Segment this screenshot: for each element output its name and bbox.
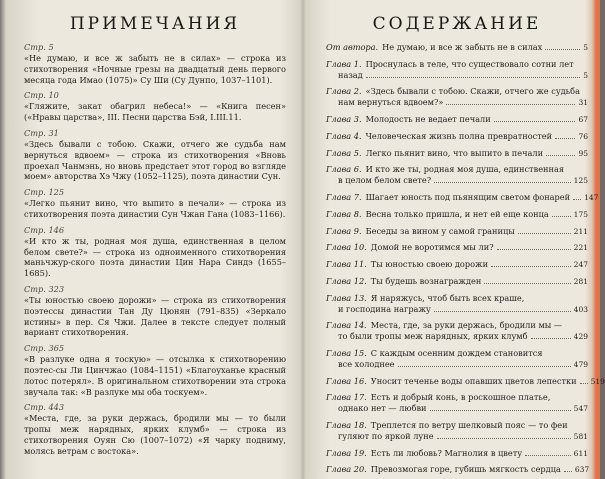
chapter-title: Легко пьянит вино, что выпито в печали — [365, 147, 544, 158]
page-number: 479 — [573, 359, 588, 369]
contents-title: СОДЕРЖАНИЕ — [372, 14, 542, 34]
chapter-title: Молодость не ведает печали — [365, 113, 491, 124]
toc-first-line — [326, 209, 588, 221]
toc-entry — [326, 164, 588, 187]
chapter-label: Глава 15. — [326, 347, 367, 358]
toc-first-line — [326, 148, 588, 160]
chapter-title: Превозмогая горе, губишь мягкость сердца — [370, 464, 561, 475]
page-number: 95 — [578, 148, 588, 158]
note-reference: Стр. 146 — [24, 224, 65, 235]
chapter-title: И кто же ты, родная моя душа, единственная — [365, 164, 565, 175]
note-item — [24, 128, 286, 182]
chapter-label: Глава 18. — [326, 419, 367, 430]
chapter-label: Глава 3. — [326, 113, 362, 124]
page-number: 76 — [578, 131, 588, 141]
toc-entry — [326, 276, 588, 288]
chapter-title: Весна только пришла, и нет ей еще конца — [365, 208, 549, 219]
chapter-label: Глава 2. — [326, 86, 362, 97]
chapter-title: Ты будешь вознагражден — [370, 275, 482, 286]
page-number: 67 — [578, 114, 588, 124]
note-reference: Стр. 125 — [24, 187, 65, 198]
toc-entry — [326, 392, 588, 415]
toc-list — [326, 42, 605, 476]
leader-dots — [494, 121, 576, 122]
chapter-label: Глава 16. — [326, 375, 367, 386]
toc-entry — [326, 42, 588, 54]
notes-list — [24, 42, 286, 457]
note-text: «Ты юностью своею дорожи» — строка из стихотворения поэтессы династии Тан Ду Цюнян (791–835) «Зеркало истины» в пер. Ся Чжи. Далее в тексте следует полный вариант стихотворения. — [24, 294, 286, 338]
toc-first-line — [326, 259, 588, 271]
note-reference: Стр. 365 — [24, 343, 65, 354]
leader-dots — [434, 311, 571, 312]
page-number: 5 — [583, 70, 588, 80]
chapter-label: Глава 5. — [326, 147, 362, 158]
chapter-label: Глава 4. — [326, 130, 362, 141]
toc-first-line — [326, 191, 599, 204]
toc-first-line — [326, 42, 588, 54]
toc-second-line — [326, 403, 588, 415]
toc-first-line — [326, 392, 588, 403]
note-item — [24, 284, 286, 338]
page-number: 211 — [573, 226, 588, 236]
toc-second-line — [326, 359, 588, 371]
page-number: 125 — [573, 176, 588, 186]
toc-first-line — [326, 114, 588, 126]
note-text: «Гляжите, закат обагрил небеса!» — «Книга песен» («Нравы царства», III. Песни царства Бэй, I.III.11. — [24, 101, 286, 123]
leader-dots — [497, 249, 571, 250]
note-item — [24, 42, 286, 85]
chapter-label: Глава 12. — [326, 275, 367, 286]
chapter-title: Есть ли любовь? Магнолия в цвету — [370, 447, 523, 458]
contents-page — [326, 0, 605, 479]
chapter-title: Есть и добрый конь, в роскошное платье, — [370, 392, 551, 403]
note-reference: Стр. 5 — [24, 42, 54, 52]
chapter-title: Уносит теченье воды опавших цветов лепестки — [370, 375, 577, 386]
toc-entry — [326, 114, 588, 126]
note-item — [24, 343, 286, 397]
chapter-title: Шагает юность под пьянящим светом фонарей — [365, 191, 571, 202]
chapter-title: Домой не воротимся мы ли? — [370, 242, 494, 253]
chapter-label: Глава 6. — [326, 164, 362, 175]
chapter-title: Треплется по ветру шелковый пояс — то феи — [370, 419, 568, 430]
toc-entry — [326, 259, 588, 271]
leader-dots — [564, 471, 572, 472]
leader-dots — [434, 182, 571, 183]
page-number: 581 — [573, 431, 588, 441]
leader-dots — [366, 77, 580, 78]
page-number: 637 — [574, 465, 590, 475]
chapter-title: «Здесь бывали с тобою. Скажи, отчего же судьба — [365, 86, 580, 97]
leader-dots — [531, 338, 571, 339]
page-number: 611 — [573, 448, 588, 458]
toc-entry — [326, 191, 599, 204]
chapter-label: Глава 1. — [326, 58, 362, 69]
leader-dots — [437, 438, 571, 439]
toc-first-line — [326, 448, 588, 460]
chapter-label: Глава 17. — [326, 392, 367, 403]
note-text: «Легко пьянит вино, что выпито в печали» — строка из стихотворения поэта династии Сун Чжан Гана (1083–1166). — [24, 198, 286, 219]
toc-first-line — [326, 86, 588, 97]
note-item — [24, 187, 286, 220]
toc-entry — [326, 448, 588, 460]
toc-first-line — [326, 293, 588, 304]
chapter-label: Глава 9. — [326, 225, 362, 236]
chapter-title-continued: назад — [338, 69, 363, 80]
chapter-title-continued: нам вернуться вдвоем?» — [338, 97, 444, 108]
leader-dots — [546, 155, 575, 156]
notes-title: ПРИМЕЧАНИЯ — [69, 14, 241, 34]
note-item — [24, 90, 286, 123]
page-number: 403 — [573, 304, 588, 314]
chapter-label: Глава 11. — [326, 259, 367, 270]
toc-second-line — [326, 431, 588, 443]
chapter-title-continued: гуляют по яркой луне — [338, 430, 434, 441]
page-number: 147 — [584, 192, 599, 202]
page-number: 281 — [573, 276, 588, 286]
toc-entry — [326, 148, 588, 160]
chapter-title-continued: то были тропы меж нарядных, ярких клумб — [338, 331, 528, 342]
chapter-label: Глава 13. — [326, 292, 367, 303]
leader-dots — [430, 410, 571, 411]
toc-entry — [326, 375, 605, 388]
leader-dots — [552, 216, 571, 217]
page-number: 547 — [573, 404, 588, 414]
toc-second-line — [326, 97, 588, 109]
toc-first-line — [326, 348, 588, 359]
toc-second-line — [326, 331, 588, 343]
chapter-title: Проснулась в теле, что существовало сотни лет — [365, 58, 574, 69]
chapter-label: Глава 14. — [326, 320, 367, 331]
chapter-title: Не думаю, и все ж забыть не в силах — [382, 42, 543, 52]
chapter-title: Я наряжусь, чтоб быть всех краше, — [370, 292, 525, 303]
note-text: «Здесь бывали с тобою. Скажи, отчего же судьба нам вернуться вдвоем» — строка из стихотворения «Вновь проехал Чанмэнь, но вновь предстает этот город во взгляде моем» авторства Хэ Чжу (1052–1125), поэта династии Сун. — [24, 138, 286, 182]
leader-dots — [446, 104, 575, 105]
toc-second-line — [326, 70, 588, 82]
leader-dots — [518, 233, 571, 234]
chapter-title: Ты юностью своею дорожи — [370, 259, 489, 270]
page-number: 429 — [573, 332, 588, 342]
page-number: 247 — [573, 260, 588, 270]
toc-second-line — [326, 304, 588, 316]
leader-dots — [555, 138, 575, 139]
toc-entry — [326, 226, 588, 238]
toc-first-line — [326, 464, 588, 476]
leader-dots — [545, 49, 580, 50]
note-reference: Стр. 323 — [24, 283, 65, 294]
chapter-title: Беседы за вином у самой границы — [365, 225, 515, 236]
chapter-title-continued: и господина награжу — [338, 303, 431, 314]
page-number: 31 — [578, 98, 588, 108]
toc-first-line — [326, 320, 588, 331]
chapter-label: Глава 10. — [326, 242, 367, 253]
toc-entry — [326, 242, 588, 254]
note-item — [24, 402, 286, 456]
note-item — [24, 225, 286, 279]
note-reference: Стр. 31 — [24, 127, 59, 138]
page-number: 175 — [573, 209, 588, 219]
toc-second-line — [326, 175, 588, 187]
leader-dots — [398, 366, 571, 367]
note-text: «Места, где, за руки держась, бродили мы — то были тропы меж нарядных, ярких клумб» — строка из стихотворения Оуян Сю (1007–1072) «Я чарку подниму, молясь ветрам с востока». — [24, 413, 286, 456]
toc-first-line — [326, 226, 588, 238]
note-text: «В разлуке одна я тоскую» — отсылка к стихотворению поэтес-сы Ли Цинчжао (1084–1151) «Благоуханье красный лотос потерял». В оригинальном стихотворении эта строка звучала так: «В разлуке мы оба тоскуем». — [24, 354, 286, 397]
page-number: 5 — [583, 43, 588, 52]
note-text: «Не думаю, и все ж забыть не в силах» — строка из стихотворения «Ночные грезы на двадцатый день первого месяца года Имао (1075)» Су Ши (Су Дунпо, 1037–1101). — [24, 53, 286, 85]
chapter-title: Человеческая жизнь полна превратностей — [365, 130, 553, 141]
leader-dots — [580, 383, 588, 384]
toc-first-line — [326, 59, 588, 70]
chapter-label: От автора. — [326, 42, 379, 52]
chapter-label: Глава 7. — [326, 191, 362, 202]
toc-entry — [326, 59, 588, 82]
chapter-label: Глава 8. — [326, 208, 362, 219]
leader-dots — [573, 199, 581, 200]
page-number: 221 — [573, 243, 588, 253]
toc-entry — [326, 209, 588, 221]
chapter-label: Глава 19. — [326, 447, 367, 458]
leader-dots — [525, 455, 571, 456]
toc-first-line — [326, 375, 605, 388]
page-number: 519 — [590, 376, 605, 386]
toc-entry — [326, 320, 588, 343]
note-text: «И кто ж ты, родная моя душа, единственная в целом белом свете?» — строка из одноименного стихотворения маньчжур-ского поэта династии Цин Нара Синдэ (1655–1685). — [24, 235, 286, 279]
toc-first-line — [326, 276, 588, 288]
toc-first-line — [326, 131, 588, 143]
toc-entry — [326, 293, 588, 316]
note-reference: Стр. 10 — [24, 90, 59, 101]
toc-entry — [326, 348, 588, 371]
chapter-title: Места, где, за руки держась, бродили мы — — [370, 320, 563, 331]
notes-page — [24, 0, 286, 479]
toc-entry — [326, 131, 588, 143]
toc-first-line — [326, 242, 588, 254]
leader-dots — [484, 283, 570, 284]
toc-first-line — [326, 164, 588, 175]
chapter-label: Глава 20. — [326, 464, 367, 475]
chapter-title: С каждым осенним дождем становится — [370, 347, 543, 358]
toc-entry — [326, 464, 588, 476]
chapter-title-continued: все холоднее — [338, 358, 395, 369]
toc-entry — [326, 420, 588, 443]
note-reference: Стр. 443 — [24, 402, 65, 413]
toc-first-line — [326, 420, 588, 431]
toc-entry — [326, 86, 588, 109]
chapter-title-continued: в целом белом свете? — [338, 175, 432, 186]
leader-dots — [491, 266, 571, 267]
chapter-title-continued: однако нет — любви — [338, 403, 427, 414]
